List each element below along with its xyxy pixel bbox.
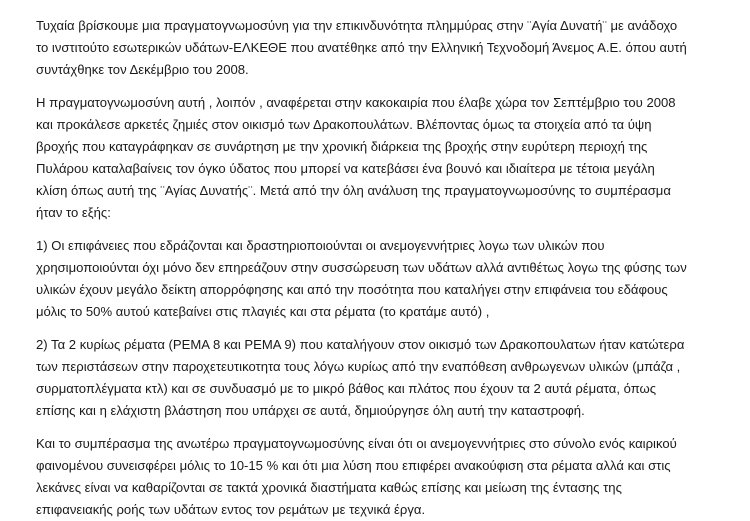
text-line: κλίση όπως αυτή της ¨Αγίας Δυνατής¨. Μετά από την όλη ανάλυση της πραγματογνωμοσύνης το συμπέρασμα — [36, 183, 671, 198]
paragraph-conclusion — [36, 433, 710, 521]
text-line: των περιστάσεων στην παροχετευτικοτητα τους λόγω κυρίως από την εναπόθεση ανθρωγενων υλικών (μπάζα , — [36, 359, 681, 374]
paragraph-intro — [36, 15, 710, 81]
paragraph-point-1 — [36, 235, 710, 323]
paragraph-point-2 — [36, 334, 710, 422]
text-line: Πυλάρου καταλαβαίνεις τον όγκο ύδατος που μπορεί να κατεβάσει ένα βουνό και ιδιαίτερα με τέτοια μεγάλη — [36, 161, 655, 176]
text-line: φαινομένου συνεισφέρει μόλις το 10-15 % και ότι μια λύση που επιφέρει ανακούφιση στα ρέματα αλλά και στις — [36, 458, 671, 473]
text-line: υλικών έχουν μεγάλο δείκτη απορρόφησης και από την ποσότητα που καταλήγει στην επιφάνεια του εδάφους — [36, 282, 668, 297]
text-line: Τυχαία βρίσκουμε μια πραγματογνωμοσύνη για την επικινδυνότητα πλημμύρας στην ¨Αγία Δυνατή¨ με ανάδοχο — [36, 18, 678, 33]
text-line: βροχής που καταγράφηκαν σε συνάρτηση με την χρονική διάρκεια της βροχής στην ευρύτερη περιοχή της — [36, 139, 648, 154]
text-line: Και το συμπέρασμα της ανωτέρω πραγματογνωμοσύνης είναι ότι οι ανεμογεννήτριες στο σύνολο ενός καιρικού — [36, 436, 677, 451]
text-line: Η πραγματογνωμοσύνη αυτή , λοιπόν , αναφέρεται στην κακοκαιρία που έλαβε χώρα τον Σεπτέμβριο του 2008 — [36, 95, 676, 110]
text-line: συρματοπλέγματα κτλ) και σε συνδυασμό με το μικρό βάθος και πλάτος που έχουν τα 2 αυτά ρέματα, όπως — [36, 381, 657, 396]
text-line: συντάχθηκε τον Δεκέμβριο του 2008. — [36, 62, 249, 77]
text-line: 1) Οι επιφάνειες που εδράζονται και δραστηριοποιούνται οι ανεμογεννήτριες λογω των υλικών που — [36, 238, 605, 253]
text-line: 2) Τα 2 κυρίως ρέματα (ΡΕΜΑ 8 και ΡΕΜΑ 9) που καταλήγουν στον οικισμό των Δρακοπουλατων ήταν κατώτερα — [36, 337, 685, 352]
text-line: χρησιμοποιούνται όχι μόνο δεν επηρεάζουν στην συσσώρευση των υδάτων αλλά αντιθέτως λογω της φύσης των — [36, 260, 687, 275]
text-line: επίσης και η ελάχιστη βλάστηση που υπάρχει σε αυτά, δημιούργησε όλη αυτή την καταστροφή. — [36, 403, 585, 418]
text-line: το ινστιτούτο εσωτερικών υδάτων-ΕΛΚΕΘΕ που ανατέθηκε από την Ελληνική Τεχνοδομή Άνεμος Α.Ε. όπου αυτή — [36, 40, 687, 55]
text-line: ήταν το εξής: — [36, 205, 111, 220]
text-line: επιφανειακής ροής των υδάτων εντος τον ρεμάτων με τεχνικά έργα. — [36, 502, 426, 517]
paragraph-context — [36, 92, 710, 224]
text-line: και προκάλεσε αρκετές ζημιές στον οικισμό των Δρακοπουλάτων. Βλέποντας όμως τα στοιχεία από τα ύψη — [36, 117, 652, 132]
text-line: λεκάνες είναι να καθαρίζονται σε τακτά χρονικά διαστήματα καθώς επίσης και μείωση της έντασης της — [36, 480, 622, 495]
text-line: μόλις το 50% αυτού κατεβαίνει στις πλαγιές και στα ρέματα (το κρατάμε αυτό) , — [36, 304, 490, 319]
